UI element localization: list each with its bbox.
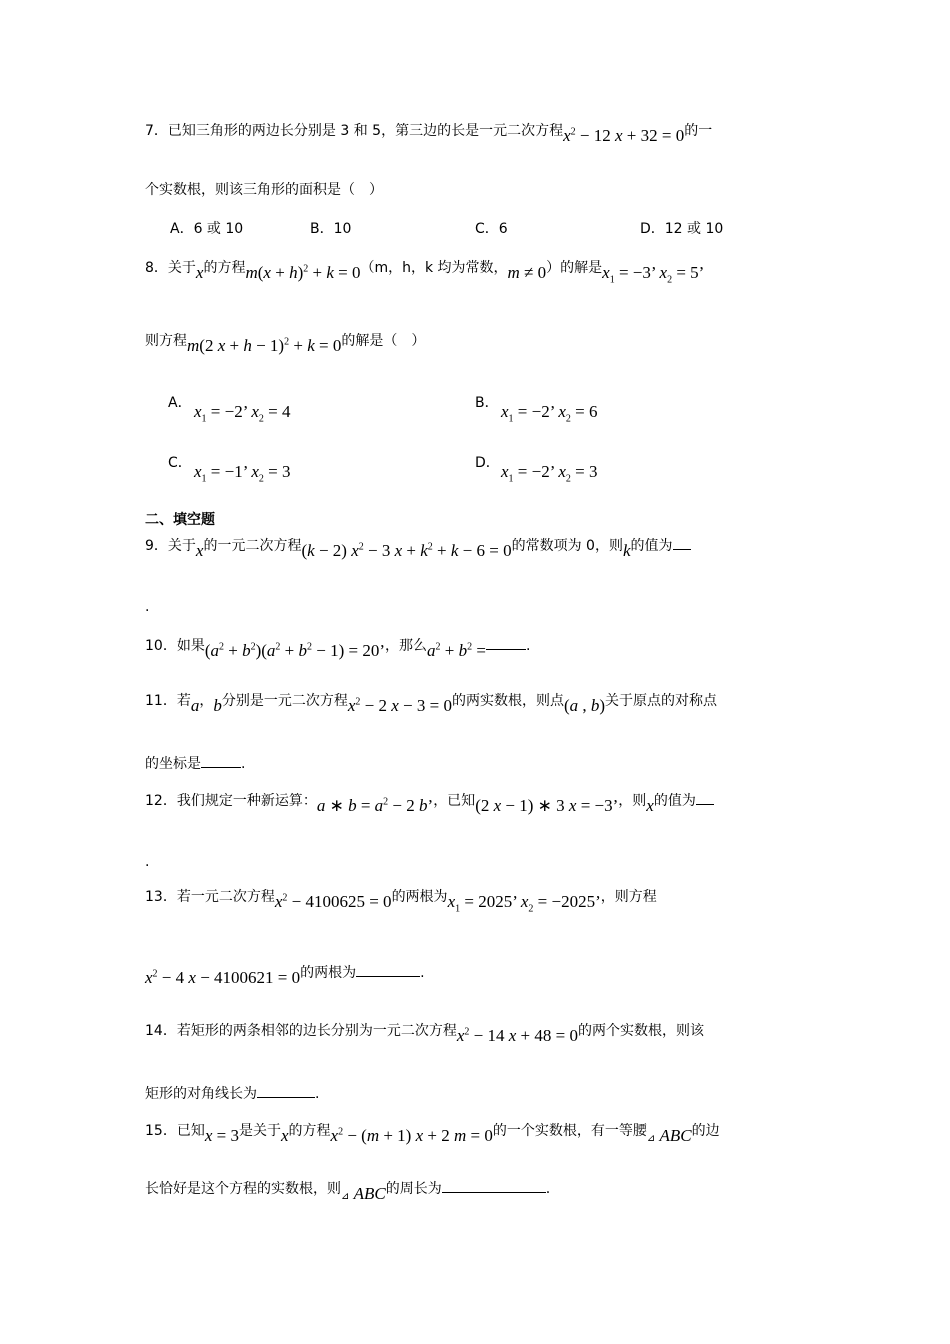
q11-stem-a: 11．若 bbox=[145, 693, 191, 709]
q11-stem-c: 分别是一元二次方程 bbox=[221, 693, 348, 709]
q8-line1 bbox=[145, 257, 705, 286]
q8-option-b[interactable] bbox=[475, 392, 598, 425]
q9-answer-blank[interactable] bbox=[673, 535, 691, 550]
q8-option-a[interactable] bbox=[168, 392, 291, 425]
q15-var-x: x bbox=[280, 1126, 289, 1145]
q8-condition: m ≠ 0 bbox=[507, 263, 547, 282]
q10-stem-c: . bbox=[525, 638, 531, 654]
q8-option-b-math: $x_1 = -2$’ $x_2 = 6$ bbox=[501, 402, 598, 425]
q15-stem-e: 的边 bbox=[691, 1123, 720, 1139]
q11-stem-e: 关于原点的对称点 bbox=[605, 693, 718, 709]
q7-stem-a: 7．已知三角形的两边长分别是 3 和 5，第三边的长是一元二次方程 bbox=[145, 123, 564, 139]
q14-line2 bbox=[145, 1083, 319, 1104]
q14-stem-c: 矩形的对角线长为 bbox=[145, 1086, 257, 1102]
q8-stem-b: 的方程 bbox=[203, 260, 246, 276]
q10-equation: $(a^2 + b^2)(a^2 + b^2 - 1) = 20$’ bbox=[204, 641, 386, 660]
q12-line2: . bbox=[145, 854, 150, 870]
q8-line2 bbox=[145, 330, 426, 355]
q8-stem-a: 8．关于 bbox=[145, 260, 196, 276]
q15-answer-blank[interactable] bbox=[442, 1178, 546, 1193]
q7-stem-b: 的一 bbox=[684, 123, 713, 139]
q15-equation: $x^2 - (m + 1) x + 2$ m = 0 bbox=[330, 1126, 493, 1145]
q15-stem-c: 的方程 bbox=[288, 1123, 331, 1139]
q12-equation: (2 x − 1) ∗ 3 x = −3’ bbox=[475, 796, 619, 815]
q14-answer-blank[interactable] bbox=[257, 1083, 315, 1098]
q8-equation2: m(2 x + h − 1)$^2$ + k = 0 bbox=[187, 336, 342, 355]
q13-stem-a: 13．若一元二次方程 bbox=[145, 889, 275, 905]
q12-answer-blank[interactable] bbox=[696, 790, 714, 805]
q13-equation2: $x^2 - 4$ x − 4100621 = 0 bbox=[145, 968, 301, 987]
q7-option-a[interactable]: A．6 或 10 bbox=[170, 221, 244, 237]
q13-stem-b: 的两根为 bbox=[391, 889, 448, 905]
q9-stem-b: 的一元二次方程 bbox=[203, 538, 302, 554]
q8-option-d[interactable] bbox=[475, 452, 598, 485]
q10-stem-b: ，那么 bbox=[385, 638, 428, 654]
q8-option-c-math: $x_1 = -1$’ $x_2 = 3$ bbox=[194, 462, 291, 485]
q9-line1 bbox=[145, 535, 691, 560]
q9-var-k: k bbox=[622, 541, 631, 560]
q15-stem-a: 15．已知 bbox=[145, 1123, 205, 1139]
q8-roots: $x_1 = -3$’ $x_2 = 5$’ bbox=[602, 263, 705, 286]
q8-equation: $m(x + h)^2 + k = 0$ bbox=[245, 263, 361, 282]
q15-line1 bbox=[145, 1120, 720, 1143]
q7-option-b[interactable]: B．10 bbox=[310, 221, 352, 237]
q12-stem-b: ，已知 bbox=[433, 793, 476, 809]
q10-line bbox=[145, 635, 531, 660]
q8-option-a-label: A． bbox=[168, 395, 192, 411]
q13-line2 bbox=[145, 962, 425, 987]
q14-stem-a: 14．若矩形的两条相邻的边长分别为一元二次方程 bbox=[145, 1023, 457, 1039]
q12-var-x: x bbox=[646, 796, 654, 815]
q15-stem-b: 是关于 bbox=[238, 1123, 281, 1139]
q8-option-c[interactable] bbox=[168, 452, 291, 485]
q15-triangle2: ⊿ ABC bbox=[341, 1184, 386, 1203]
q11-answer-blank[interactable] bbox=[201, 753, 241, 768]
q15-triangle: ⊿ ABC bbox=[646, 1126, 692, 1145]
q12-definition: a ∗ $b = a^2 - 2$ b’ bbox=[316, 796, 434, 815]
q10-answer-blank[interactable] bbox=[486, 635, 526, 650]
q10-expression: $a^2 + b^2$ = bbox=[427, 641, 486, 660]
q13-line1 bbox=[145, 886, 657, 915]
q12-stem-d: 的值为 bbox=[653, 793, 696, 809]
q8-option-b-label: B． bbox=[475, 395, 499, 411]
q11-var-a: a bbox=[190, 696, 200, 715]
q12-line1 bbox=[145, 790, 714, 815]
q7-line1 bbox=[145, 120, 713, 145]
q15-stem-d: 的一个实数根，有一等腰 bbox=[492, 1123, 647, 1139]
q15-stem-h: . bbox=[545, 1181, 551, 1197]
q10-stem-a: 10．如果 bbox=[145, 638, 205, 654]
q15-line2 bbox=[145, 1178, 550, 1201]
q8-stem-c: （m，h，k 均为常数， bbox=[360, 260, 508, 276]
q8-stem-f: 的解是（ ） bbox=[341, 333, 426, 349]
q12-stem-a: 12．我们规定一种新运算： bbox=[145, 793, 317, 809]
q11-stem-f: 的坐标是 bbox=[145, 756, 201, 772]
q11-stem-g: . bbox=[241, 756, 246, 772]
q13-roots: $x_1 = 2025$’ $x_2 = -2025$’ bbox=[447, 892, 601, 915]
q11-line2 bbox=[145, 753, 245, 774]
q7-option-d[interactable]: D．12 或 10 bbox=[640, 221, 724, 237]
q11-equation: $x^2 - 2$ x − 3 = 0 bbox=[347, 696, 452, 715]
q11-point: (a , b) bbox=[563, 696, 606, 715]
q13-stem-d: 的两根为 bbox=[300, 965, 357, 981]
q8-stem-d: ）的解是 bbox=[546, 260, 603, 276]
q11-stem-d: 的两实数根，则点 bbox=[451, 693, 564, 709]
q8-var-x: x bbox=[195, 263, 204, 282]
q13-equation: $x^2 - 4100625 = 0$ bbox=[274, 892, 392, 911]
q9-stem-a: 9．关于 bbox=[145, 538, 196, 554]
q11-var-b: b bbox=[213, 696, 222, 715]
q9-stem-d: 的值为 bbox=[630, 538, 673, 554]
q13-stem-c: ，则方程 bbox=[600, 889, 657, 905]
q13-stem-e: . bbox=[420, 965, 425, 981]
q15-stem-f: 长恰好是这个方程的实数根，则 bbox=[145, 1181, 341, 1197]
q11-line1 bbox=[145, 690, 718, 715]
q7-line2: 个实数根，则该三角形的面积是（ ） bbox=[145, 182, 383, 198]
q7-option-c[interactable]: C．6 bbox=[475, 221, 508, 237]
q14-equation: $x^2 - 14$ x + 48 = 0 bbox=[456, 1026, 578, 1045]
q14-stem-d: . bbox=[315, 1086, 320, 1102]
q8-option-d-label: D． bbox=[475, 455, 500, 471]
q15-stem-g: 的周长为 bbox=[385, 1181, 442, 1197]
q15-value: x = 3 bbox=[204, 1126, 239, 1145]
q8-option-d-math: $x_1 = -2$’ $x_2 = 3$ bbox=[501, 462, 598, 485]
q14-stem-b: 的两个实数根，则该 bbox=[577, 1023, 704, 1039]
q9-equation: (k − 2) $x^2 - 3$ $x + k^2 + k - 6 = 0$ bbox=[301, 541, 512, 560]
q14-line1 bbox=[145, 1020, 704, 1045]
q13-answer-blank[interactable] bbox=[356, 962, 420, 977]
q9-stem-c: 的常数项为 0，则 bbox=[511, 538, 623, 554]
q11-stem-b: ， bbox=[199, 693, 214, 709]
q7-equation: $x^2 - 12$ x + 32 = 0 bbox=[563, 126, 685, 145]
q8-option-a-math: $x_1 = -2$’ $x_2 = 4$ bbox=[194, 402, 291, 425]
q8-stem-e: 则方程 bbox=[145, 333, 187, 349]
section-heading: 二、填空题 bbox=[145, 512, 215, 528]
q9-var-x: x bbox=[195, 541, 204, 560]
q8-option-c-label: C． bbox=[168, 455, 192, 471]
q9-line2: . bbox=[145, 599, 150, 615]
q12-stem-c: ，则 bbox=[618, 793, 647, 809]
